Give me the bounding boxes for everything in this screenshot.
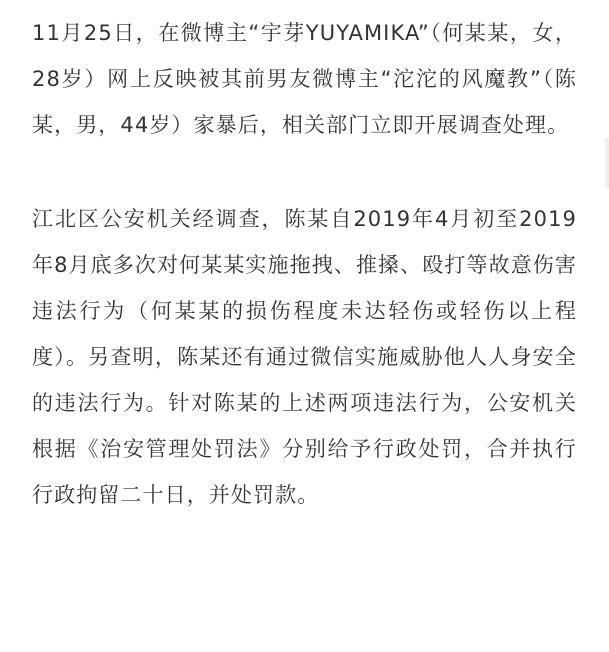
article-body [32,10,577,518]
scroll-edge-indicator [605,138,609,188]
paragraph-incident-report: 11月25日，在微博主“宇芽YUYAMIKA”（何某某，女，28岁）网上反映被其前男友微博主“沱沱的风魔教”（陈某，男，44岁）家暴后，相关部门立即开展调查处理。 [32,21,577,137]
paragraph-police-findings: 江北区公安机关经调查，陈某自2019年4月初至2019年8月底多次对何某某实施拖拽、推搡、殴打等故意伤害违法行为（何某某的损伤程度未达轻伤或轻伤以上程度）。另查明，陈某还有通过微信实施威胁他人人身安全的违法行为。针对陈某的上述两项违法行为，公安机关根据《治安管理处罚法》分别给予行政处罚，合并执行行政拘留二十日，并处罚款。 [32,207,577,507]
